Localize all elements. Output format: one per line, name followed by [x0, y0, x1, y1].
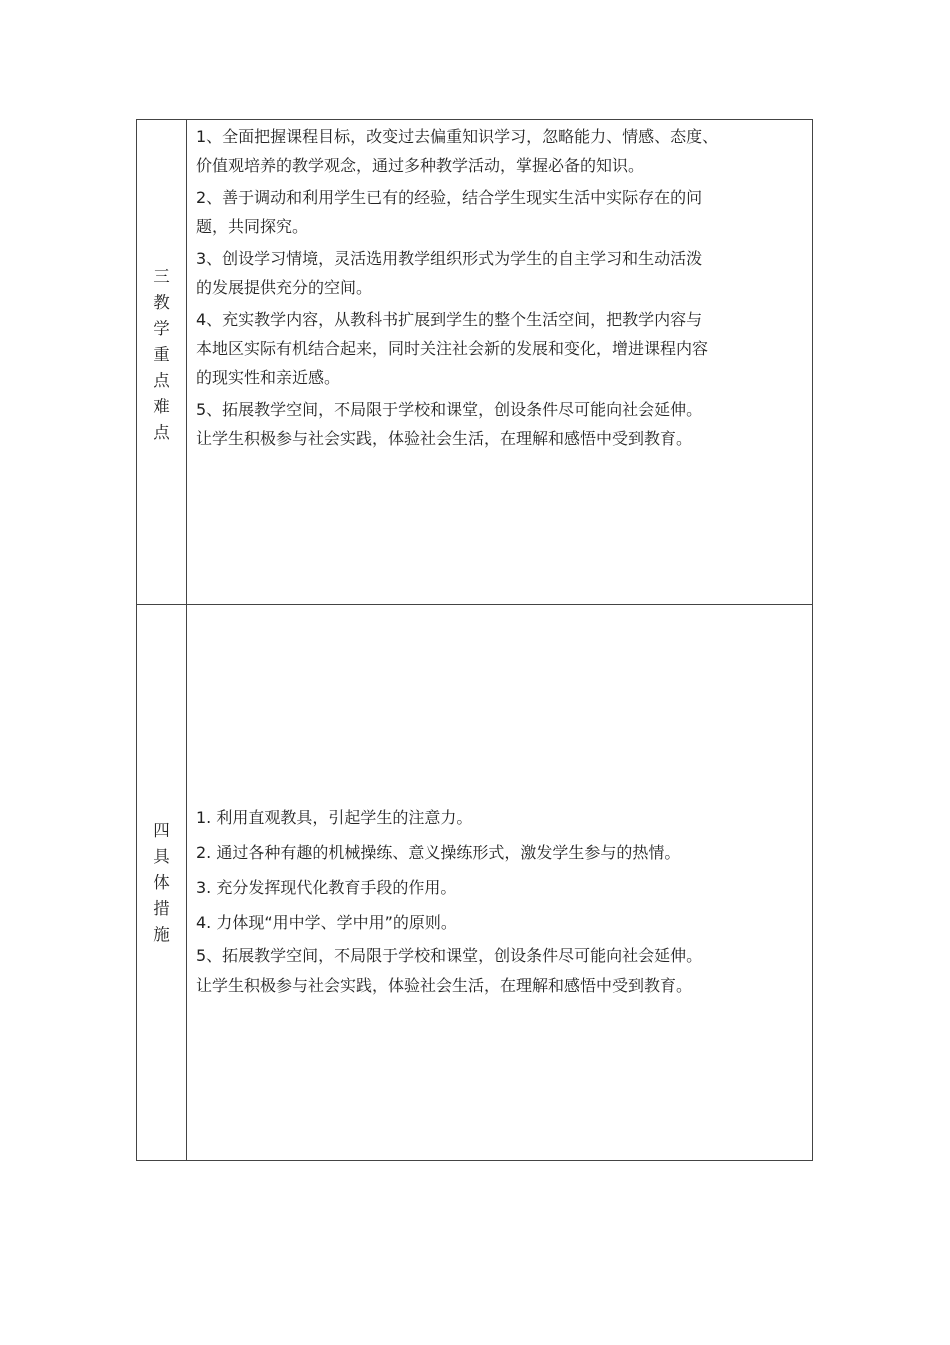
row-content-measures: [196, 801, 802, 1003]
list-item: 1. 利用直观教具，引起学生的注意力。: [196, 808, 473, 827]
list-item: 4. 力体现“用中学、学中用”的原则。: [196, 913, 457, 932]
row-label-cell: [137, 605, 187, 1160]
list-item: 5、拓展教学空间，不局限于学校和课堂，创设条件尽可能向社会延伸。 让学生积极参与社会实践，体验社会生活，在理解和感悟中受到教育。: [196, 400, 703, 448]
table-row-key-difficulties: [137, 120, 812, 605]
row-label-measures: 四具体措施: [153, 820, 170, 944]
row-label-cell: [137, 120, 187, 604]
list-item: 2、善于调动和利用学生已有的经验，结合学生现实生活中实际存在的问 题，共同探究。: [196, 188, 703, 236]
list-item: 5、拓展教学空间，不局限于学校和课堂，创设条件尽可能向社会延伸。 让学生积极参与社会实践，体验社会生活，在理解和感悟中受到教育。: [196, 946, 703, 995]
list-item: 1、全面把握课程目标，改变过去偏重知识学习，忽略能力、情感、态度、 价值观培养的教学观念，通过多种教学活动，掌握必备的知识。: [196, 127, 719, 175]
row-content-key-difficulties: [196, 122, 802, 456]
list-item: 4、充实教学内容，从教科书扩展到学生的整个生活空间，把教学内容与 本地区实际有机结合起来，同时关注社会新的发展和变化，增进课程内容 的现实性和亲近感。: [196, 310, 709, 387]
table-row-measures: [137, 605, 812, 1160]
plan-table: [136, 119, 813, 1161]
list-item: 3、创设学习情境，灵活选用教学组织形式为学生的自主学习和生动活泼 的发展提供充分的空间。: [196, 249, 703, 297]
list-item: 3. 充分发挥现代化教育手段的作用。: [196, 878, 457, 897]
list-item: 2. 通过各种有趣的机械操练、意义操练形式，激发学生参与的热情。: [196, 843, 681, 862]
row-label-key-difficulties: 三教学重点难点: [153, 267, 170, 442]
